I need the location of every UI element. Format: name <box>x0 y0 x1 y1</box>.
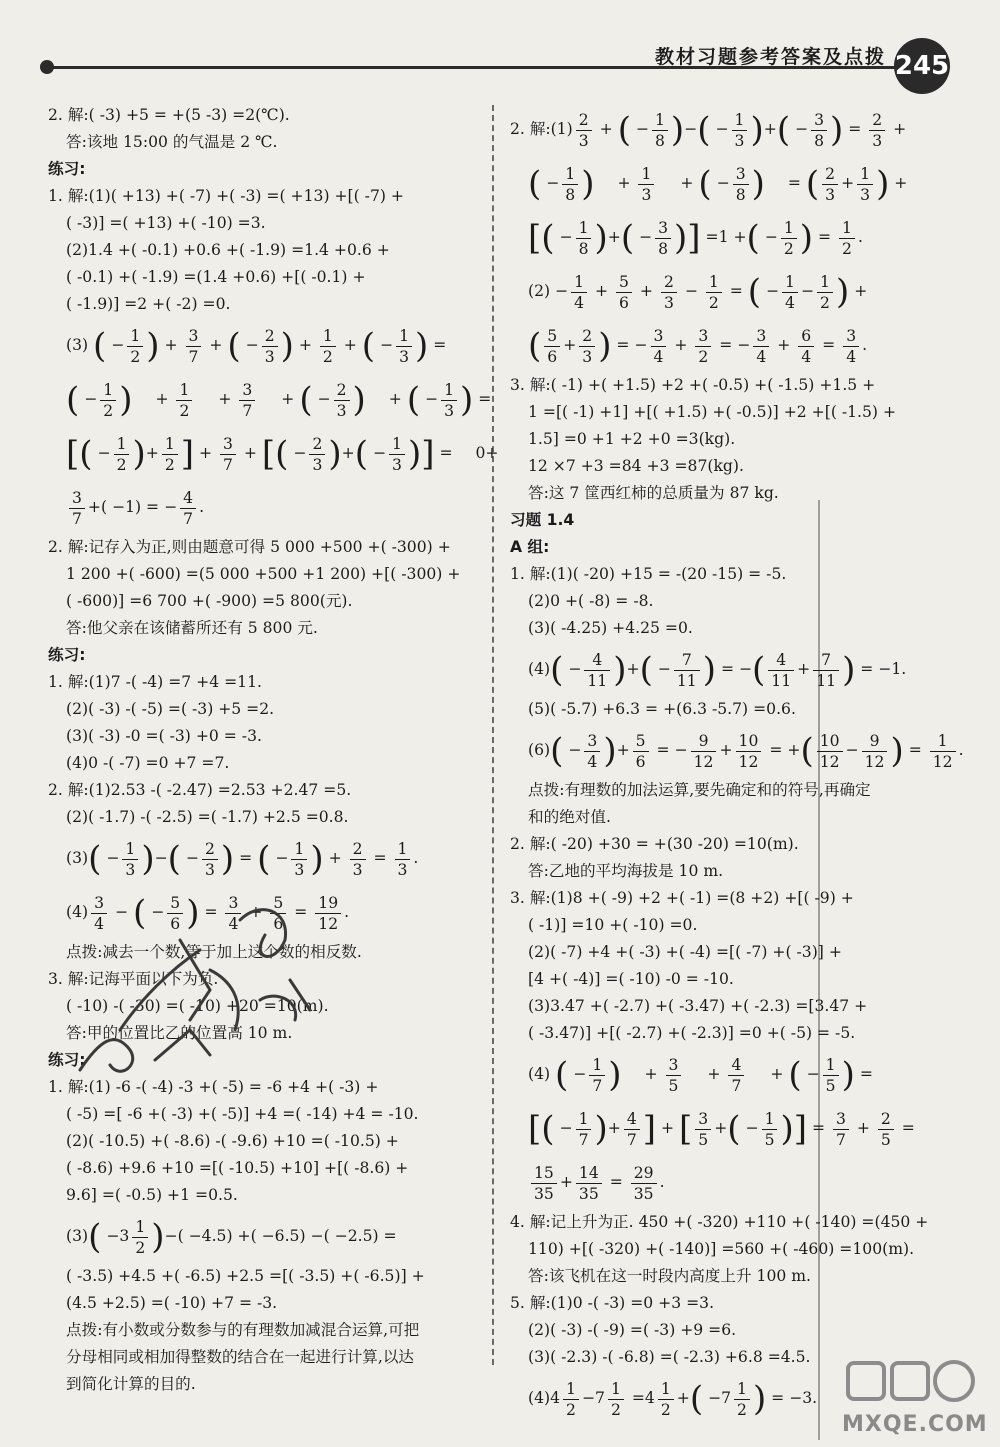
text-line: 点拨:有理数的加法运算,要先确定和的符号,再确定 <box>528 781 871 799</box>
text-line: 答:这 7 筐西红柿的总质量为 87 kg. <box>528 484 779 502</box>
handwriting-scribble <box>60 880 360 1090</box>
text-line: (2)( -7) +4 +( -3) +( -4) =[( -7) +( -3)] + <box>528 943 842 961</box>
left-column <box>48 102 499 1398</box>
text-line: (4.5 +2.5) =( -10) +7 = -3. <box>66 1294 278 1312</box>
text-line: 分母相同或相加得整数的结合在一起进行计算,以达 <box>66 1348 415 1366</box>
text-line: (2)( -1.7) -( -2.5) =( -1.7) +2.5 =0.8. <box>66 808 349 826</box>
text-line: (4)0 -( -7) =0 +7 =7. <box>66 754 230 772</box>
fraction-equation: (4)4 $\frac{1}{2}$ −7 $\frac{1}{2}$ =4 $\frac{1}{2}$ +( −7 $\frac{1}{2}$ ) = −3. <box>528 1379 818 1419</box>
fraction-equation: (2) − $\frac{1}{4}$ + $\frac{5}{6}$ + $\frac{2}{3}$ − $\frac{1}{2}$ = ( − $\frac{1}{4}$ − $\frac{1}{2}$ ) + <box>528 272 868 312</box>
text-line: (3)( -2.3) -( -6.8) =( -2.3) +6.8 =4.5. <box>528 1348 811 1366</box>
fraction-equation: $\frac{15}{35}$ + $\frac{14}{35}$ = $\frac{29}{35}$ . <box>510 1155 950 1209</box>
text-line: 和的绝对值. <box>528 808 611 826</box>
text-line: 3. 解:记海平面以下为负. <box>48 970 219 988</box>
text-line: (3)( -4.25) +4.25 =0. <box>528 619 693 637</box>
text-line: 4. 解:记上升为正. 450 +( -320) +110 +( -140) =(450 + <box>510 1213 929 1231</box>
text-line: 1. 解:(1)( +13) +( -7) +( -3) =( +13) +[( -7) + <box>48 187 404 205</box>
section-heading: A 组: <box>510 538 550 556</box>
text-line: 3. 解:(1)8 +( -9) +2 +( -1) =(8 +2) +[( -9) + <box>510 889 854 907</box>
watermark-glyph-icon <box>842 1357 982 1407</box>
text-line: 1.5] =0 +1 +2 +0 =3(kg). <box>528 430 736 448</box>
text-line: (2)( -3) -( -9) =( -3) +9 =6. <box>528 1321 737 1339</box>
section-heading: 练习: <box>48 646 86 664</box>
text-line: 2. 解:( -20) +30 = +(30 -20) =10(m). <box>510 835 799 853</box>
text-line: 1 =[( -1) +1] +[( +1.5) +( -0.5)] +2 +[( -1.5) + <box>528 403 897 421</box>
text-line: ( -3.47)] +[( -2.7) +( -2.3)] =0 +( -5) = -5. <box>528 1024 856 1042</box>
text-line: 答:甲的位置比乙的位置高 10 m. <box>66 1024 293 1042</box>
fraction-equation: (3)( − $\frac{1}{3}$ )−( − $\frac{2}{3}$ ) = ( − $\frac{1}{3}$ ) + $\frac{2}{3}$ = $\frac{1}{3}$ . <box>66 839 419 879</box>
watermark-logo <box>842 1357 988 1437</box>
text-line: ( -10) -( -30) =( -10) +20 =10(m). <box>66 997 329 1015</box>
text-line: 点拨:有小数或分数参与的有理数加减混合运算,可把 <box>66 1321 420 1339</box>
text-line: 答:该地 15:00 的气温是 2 ℃. <box>66 133 278 151</box>
fraction-equation: (4)( − $\frac{4}{11}$ )+( − $\frac{7}{11}$ ) = −( $\frac{4}{11}$ + $\frac{7}{11}$ ) = −1. <box>528 650 907 690</box>
fraction-equation: (3)( −3 $\frac{1}{2}$ )−( −4.5) +( −6.5) −( −2.5) = <box>66 1217 397 1257</box>
section-heading: 习题 1.4 <box>510 511 575 529</box>
text-line: 110) +[( -320) +( -140)] =560 +( -460) =100(m). <box>528 1240 915 1258</box>
text-line: (2)( -3) -( -5) =( -3) +5 =2. <box>66 700 275 718</box>
text-line: 3. 解:( -1) +( +1.5) +2 +( -0.5) +( -1.5) +1.5 + <box>510 376 876 394</box>
text-line: 1. 解:(1)( -20) +15 = -(20 -15) = -5. <box>510 565 787 583</box>
text-line: ( -5) =[ -6 +( -3) +( -5)] +4 =( -14) +4 = -10. <box>66 1105 419 1123</box>
text-line: 9.6] =( -0.5) +1 =0.5. <box>66 1186 238 1204</box>
page-number: 245 <box>894 38 950 94</box>
column-divider <box>492 105 494 1365</box>
text-line: ( -8.6) +9.6 +10 =[( -10.5) +10] +[( -8.6) + <box>66 1159 409 1177</box>
text-line: 答:乙地的平均海拔是 10 m. <box>528 862 724 880</box>
text-line: (2)( -10.5) +( -8.6) -( -9.6) +10 =( -10.5) + <box>66 1132 399 1150</box>
text-line: (3)( -3) -0 =( -3) +0 = -3. <box>66 727 262 745</box>
text-line: ( -1)] =10 +( -10) =0. <box>528 916 698 934</box>
text-line: 答:该飞机在这一时段内高度上升 100 m. <box>528 1267 811 1285</box>
text-line: 5. 解:(1)0 -( -3) =0 +3 =3. <box>510 1294 715 1312</box>
text-line: (3)3.47 +( -2.7) +( -3.47) +( -2.3) =[3.47 + <box>528 997 868 1015</box>
fraction-equation: [( − $\frac{1}{8}$ )+( − $\frac{3}{8}$ )] =1 +( − $\frac{1}{2}$ ) = $\frac{1}{2}$ . <box>528 218 863 258</box>
text-line: 1. 解:(1) -6 -( -4) -3 +( -5) = -6 +4 +( -3) + <box>48 1078 379 1096</box>
text-line: ( -0.1) +( -1.9) =(1.4 +0.6) +[( -0.1) + <box>66 268 366 286</box>
header-title: 教材习题参考答案及点拨 <box>654 46 886 68</box>
text-line: 到简化计算的目的. <box>66 1375 196 1393</box>
section-heading: 练习: <box>48 160 86 178</box>
fraction-equation: [( − $\frac{1}{7}$ )+ $\frac{4}{7}$ ] + [ $\frac{3}{5}$ +( − $\frac{1}{5}$ )] = $\frac{3}{7}$ + $\frac{2}{5}$ = <box>528 1109 915 1149</box>
text-line: 1. 解:(1)7 -( -4) =7 +4 =11. <box>48 673 262 691</box>
text-line: ( -3.5) +4.5 +( -6.5) +2.5 =[( -3.5) +( -6.5)] + <box>66 1267 425 1285</box>
fraction-equation: ( − $\frac{1}{2}$ ) + $\frac{1}{2}$ + $\frac{3}{7}$ + ( − $\frac{2}{3}$ ) + ( − $\frac{1}{3}$ ) = <box>66 380 492 420</box>
text-line: 点拨:减去一个数,等于加上这个数的相反数. <box>66 943 362 961</box>
text-line: 2. 解:( -3) +5 = +(5 -3) =2(℃). <box>48 106 290 124</box>
section-heading: 练习: <box>48 1051 86 1069</box>
fraction-equation: [( − $\frac{1}{2}$ )+ $\frac{1}{2}$ ] + $\frac{3}{7}$ + [( − $\frac{2}{3}$ )+( − $\frac{1}{3}$ )] = 0+ <box>66 434 499 474</box>
fraction-equation: 2. 解:(1) $\frac{2}{3}$ + ( − $\frac{1}{8}$ )−( − $\frac{1}{3}$ )+( − $\frac{3}{8}$ ) = $\frac{2}{3}$ + <box>510 110 907 150</box>
text-line: (2)0 +( -8) = -8. <box>528 592 654 610</box>
watermark-text: MXQE.COM <box>842 1412 988 1437</box>
fraction-equation: (4) $\frac{3}{4}$ − ( − $\frac{5}{6}$ ) = $\frac{3}{4}$ + $\frac{5}{6}$ = $\frac{19}{12}$ . <box>66 893 350 933</box>
fraction-equation: $\frac{3}{7}$ +( −1) = − $\frac{4}{7}$ . <box>48 480 478 534</box>
fraction-equation: ( − $\frac{1}{8}$ ) + $\frac{1}{3}$ + ( − $\frac{3}{8}$ ) = ( $\frac{2}{3}$ + $\frac{1}{3}$ ) + <box>528 164 908 204</box>
page-header <box>40 30 960 100</box>
text-line: ( -1.9)] =2 +( -2) =0. <box>66 295 231 313</box>
fraction-equation: (6)( − $\frac{3}{4}$ )+ $\frac{5}{6}$ = − $\frac{9}{12}$ + $\frac{10}{12}$ = +( $\frac{10}{12}$ − $\frac{9}{12}$ ) = $\frac{1}{12}$ . <box>528 731 964 771</box>
text-line: (2)1.4 +( -0.1) +0.6 +( -1.9) =1.4 +0.6 + <box>66 241 390 259</box>
text-line: 2. 解:(1)2.53 -( -2.47) =2.53 +2.47 =5. <box>48 781 352 799</box>
fraction-equation: ( $\frac{5}{6}$ + $\frac{2}{3}$ ) = − $\frac{3}{4}$ + $\frac{3}{2}$ = − $\frac{3}{4}$ + $\frac{6}{4}$ = $\frac{3}{4}$ . <box>528 326 868 366</box>
right-column <box>510 102 964 1425</box>
text-line: 2. 解:记存入为正,则由题意可得 5 000 +500 +( -300) + <box>48 538 451 556</box>
text-line: ( -3)] =( +13) +( -10) =3. <box>66 214 266 232</box>
fraction-equation: (3) ( − $\frac{1}{2}$ ) + $\frac{3}{7}$ + ( − $\frac{2}{3}$ ) + $\frac{1}{2}$ + ( − $\frac{1}{3}$ ) = <box>66 326 447 366</box>
text-line: (5)( -5.7) +6.3 = +(6.3 -5.7) =0.6. <box>528 700 796 718</box>
text-line: 答:他父亲在该储蓄所还有 5 800 元. <box>66 619 318 637</box>
text-line: [4 +( -4)] =( -10) -0 = -10. <box>528 970 734 988</box>
text-line: ( -600)] =6 700 +( -900) =5 800(元). <box>66 592 353 610</box>
text-line: 1 200 +( -600) =(5 000 +500 +1 200) +[( -300) + <box>66 565 461 583</box>
text-line: 12 ×7 +3 =84 +3 =87(kg). <box>528 457 744 475</box>
fraction-equation: (4) ( − $\frac{1}{7}$ ) + $\frac{3}{5}$ + $\frac{4}{7}$ + ( − $\frac{1}{5}$ ) = <box>528 1055 873 1095</box>
